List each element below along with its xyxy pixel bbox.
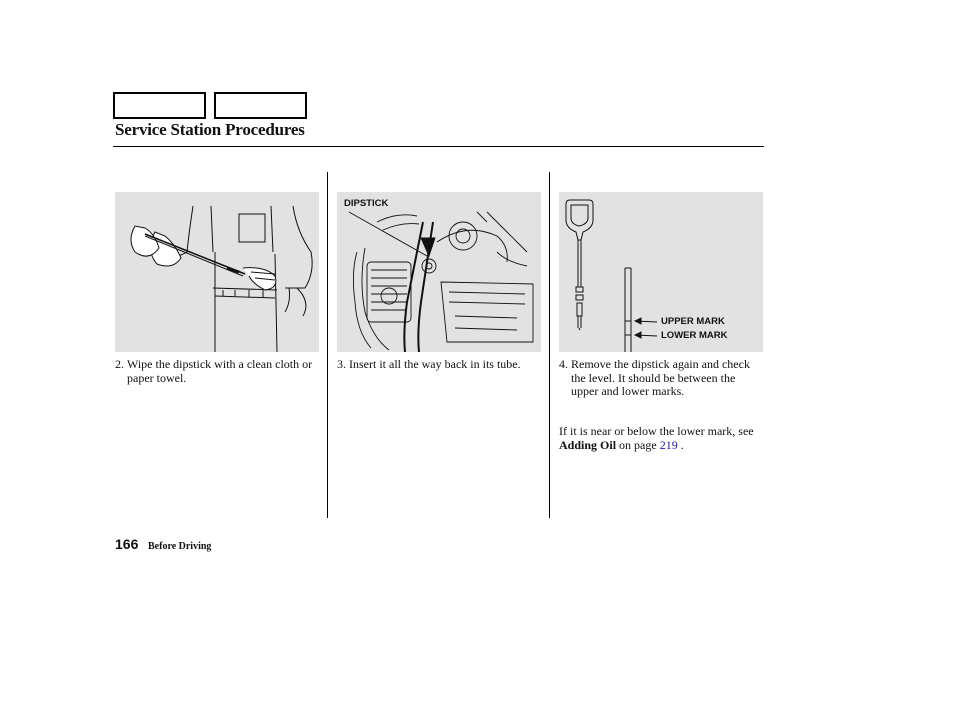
upper-mark-label: UPPER MARK — [661, 316, 725, 327]
column-divider-2 — [549, 172, 550, 518]
step-4-number: 4. — [559, 357, 568, 371]
step-4-text: Remove the dipstick again and check the level. It should be between the upper and lower marks. — [571, 357, 750, 398]
step-2 — [115, 358, 320, 385]
adding-oil-reference: Adding Oil — [559, 437, 617, 452]
note-text-after: . — [677, 437, 684, 452]
page-number: 166 — [115, 536, 139, 552]
step-2-number: 2. — [115, 357, 124, 371]
adding-oil-note — [559, 425, 764, 452]
figure-dipstick-level — [559, 192, 763, 352]
lower-mark-label: LOWER MARK — [661, 330, 728, 341]
step-3 — [337, 358, 552, 372]
title-divider — [113, 146, 764, 147]
dipstick-callout-label: DIPSTICK — [344, 198, 389, 209]
section-name: Before Driving — [148, 541, 212, 552]
header-tab-right — [214, 92, 307, 119]
figure-engine-dipstick — [337, 192, 541, 352]
note-text-before: If it is near or below the lower mark, see — [559, 424, 754, 438]
page-219-link[interactable]: 219 — [659, 437, 678, 452]
step-3-text: Insert it all the way back in its tube. — [349, 357, 521, 371]
figure-wipe-dipstick — [115, 192, 319, 352]
column-divider-1 — [327, 172, 328, 518]
header-tab-left — [113, 92, 206, 119]
step-4 — [559, 358, 764, 399]
page-title: Service Station Procedures — [115, 120, 305, 139]
step-2-text: Wipe the dipstick with a clean cloth or paper towel. — [127, 357, 313, 385]
note-text-mid: on page — [616, 437, 660, 452]
step-3-number: 3. — [337, 357, 346, 371]
